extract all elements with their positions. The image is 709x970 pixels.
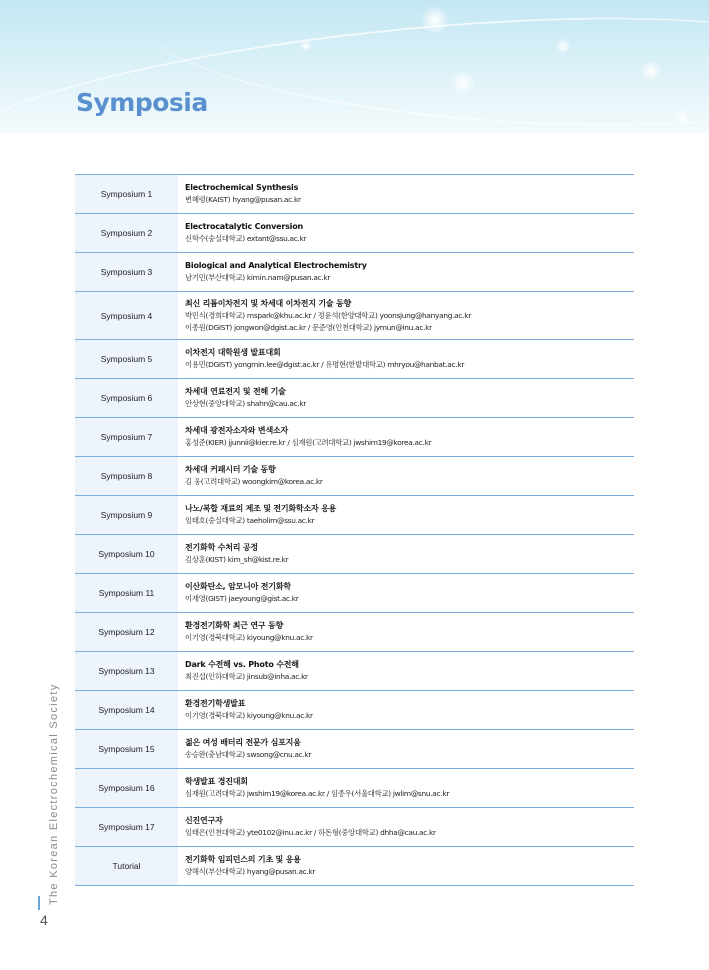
- organizer-contact: 이용민(DGIST) yongmin.lee@dgist.ac.kr / 유명현(한밭대학교) mhryou@hanbat.ac.kr: [185, 360, 465, 369]
- symposium-label: Symposium 13: [75, 652, 178, 691]
- society-name: The Korean Electrochemical Society: [48, 683, 60, 905]
- organizer-contact: 송승완(충남대학교) swsong@cnu.ac.kr: [185, 750, 312, 759]
- symposium-label: Symposium 9: [75, 496, 178, 535]
- symposium-title: Dark 수전해 vs. Photo 수전해: [185, 660, 299, 669]
- table-row: [75, 613, 634, 652]
- table-row: [75, 535, 634, 574]
- symposium-info: [178, 457, 634, 496]
- organizer-contact: 김상훈(KIST) kim_sh@kist.re.kr: [185, 555, 289, 564]
- symposium-title: 신진연구자: [185, 816, 223, 825]
- symposium-info: [178, 379, 634, 418]
- symposium-info: [178, 292, 634, 340]
- symposium-label: Symposium 10: [75, 535, 178, 574]
- table-row: [75, 769, 634, 808]
- symposium-title: 전기화학 임피던스의 기초 및 응용: [185, 855, 301, 864]
- symposium-label: Symposium 12: [75, 613, 178, 652]
- symposium-label: Symposium 17: [75, 808, 178, 847]
- symposium-info: [178, 808, 634, 847]
- symposium-info: [178, 214, 634, 253]
- symposium-label: Symposium 5: [75, 340, 178, 379]
- banner-sparkle: [640, 60, 662, 82]
- banner-sparkle: [420, 5, 450, 35]
- table-row: [75, 253, 634, 292]
- organizer-contact: 이기영(경북대학교) kiyoung@knu.ac.kr: [185, 711, 313, 720]
- symposium-label: Symposium 2: [75, 214, 178, 253]
- table-row: [75, 379, 634, 418]
- organizer-contact: 이재영(GIST) jaeyoung@gist.ac.kr: [185, 594, 299, 603]
- organizer-contact: 이종원(DGIST) jongwon@dgist.ac.kr / 문준영(인천대학교) jymun@inu.ac.kr: [185, 322, 432, 332]
- symposium-title: 이산화탄소, 암모니아 전기화학: [185, 582, 291, 591]
- banner-sparkle: [450, 70, 476, 96]
- symposium-info: [178, 496, 634, 535]
- symposium-info: [178, 253, 634, 292]
- banner-sparkle: [555, 38, 571, 54]
- organizer-contact: 홍성준(KIER) jjunnii@kier.re.kr / 심재원(고려대학교) jwshim19@korea.ac.kr: [185, 438, 432, 447]
- symposium-info: [178, 730, 634, 769]
- table-row: [75, 574, 634, 613]
- symposium-info: [178, 613, 634, 652]
- symposium-title: 환경전기화학 최근 연구 동향: [185, 621, 284, 630]
- table-row: [75, 652, 634, 691]
- symposium-label: Symposium 3: [75, 253, 178, 292]
- table-row: [75, 496, 634, 535]
- symposium-title: 차세대 커패시터 기술 동향: [185, 465, 276, 474]
- symposium-title: Electrocatalytic Conversion: [185, 222, 303, 231]
- organizer-contact: 김 웅(고려대학교) woongkim@korea.ac.kr: [185, 477, 323, 486]
- symposium-info: [178, 340, 634, 379]
- symposium-label: Symposium 7: [75, 418, 178, 457]
- table-row: [75, 340, 634, 379]
- symposium-title: 전기화학 수처리 공정: [185, 543, 258, 552]
- organizer-contact: 임태호(숭실대학교) taeholim@ssu.ac.kr: [185, 516, 315, 525]
- symposium-title: 학생발표 경진대회: [185, 777, 248, 786]
- page-number: 4: [40, 912, 48, 928]
- organizer-contact: 양해식(부산대학교) hyang@pusan.ac.kr: [185, 867, 316, 876]
- table-row: [75, 292, 634, 340]
- symposium-info: [178, 769, 634, 808]
- page-title: Symposia: [76, 88, 208, 117]
- table-row: [75, 457, 634, 496]
- symposium-label: Symposium 4: [75, 292, 178, 340]
- symposium-title: Biological and Analytical Electrochemistry: [185, 261, 367, 270]
- table-row: [75, 847, 634, 886]
- symposium-info: [178, 847, 634, 886]
- organizer-contact: 남기민(부산대학교) kimin.nam@pusan.ac.kr: [185, 273, 331, 282]
- banner-sparkle: [300, 40, 312, 52]
- organizer-contact: 박민식(경희대학교) mspark@khu.ac.kr / 정윤석(한양대학교) yoonsjung@hanyang.ac.kr: [185, 310, 471, 320]
- symposium-title: 나노/복합 재료의 제조 및 전기화학소자 응용: [185, 504, 337, 513]
- symposium-label: Symposium 8: [75, 457, 178, 496]
- table-row: [75, 730, 634, 769]
- sidebar-accent-line: [38, 896, 40, 910]
- organizer-contact: 임태은(인천대학교) yte0102@inu.ac.kr / 하돈형(중앙대학교) dhha@cau.ac.kr: [185, 828, 436, 837]
- symposium-label: Symposium 11: [75, 574, 178, 613]
- symposium-label: Symposium 15: [75, 730, 178, 769]
- organizer-contact: 변혜령(KAIST) hyang@pusan.ac.kr: [185, 195, 301, 204]
- symposium-label: Symposium 16: [75, 769, 178, 808]
- banner-sparkle: [675, 110, 689, 124]
- table-row: [75, 175, 634, 214]
- table-row: [75, 214, 634, 253]
- organizer-contact: 신학수(숭실대학교) extant@ssu.ac.kr: [185, 234, 307, 243]
- organizer-contact: 최진섭(인하대학교) jinsub@inha.ac.kr: [185, 672, 308, 681]
- symposium-title: 차세대 광전자소자와 변색소자: [185, 426, 289, 435]
- symposium-label: Symposium 1: [75, 175, 178, 214]
- symposium-info: [178, 652, 634, 691]
- symposium-label: Symposium 6: [75, 379, 178, 418]
- symposium-label: Tutorial: [75, 847, 178, 886]
- organizer-contact: 심재원(고려대학교) jwshim19@korea.ac.kr / 임종우(서울대학교) jwlim@snu.ac.kr: [185, 789, 450, 798]
- table-row: [75, 418, 634, 457]
- symposium-info: [178, 418, 634, 457]
- organizer-contact: 이기영(경북대학교) kiyoung@knu.ac.kr: [185, 633, 313, 642]
- symposium-info: [178, 175, 634, 214]
- symposium-info: [178, 574, 634, 613]
- organizer-contact: 안상현(중앙대학교) shahn@cau.ac.kr: [185, 399, 307, 408]
- symposium-title: 최신 리튬이차전지 및 차세대 이차전지 기술 동향: [185, 298, 352, 308]
- symposium-title: 젊은 여성 배터리 전문가 심포지움: [185, 738, 301, 747]
- symposium-label: Symposium 14: [75, 691, 178, 730]
- symposium-title: Electrochemical Synthesis: [185, 183, 299, 192]
- symposium-title: 환경전기학생발표: [185, 699, 246, 708]
- symposium-table: [75, 174, 634, 886]
- symposium-info: [178, 691, 634, 730]
- symposium-info: [178, 535, 634, 574]
- table-row: [75, 808, 634, 847]
- table-row: [75, 691, 634, 730]
- symposium-title: 차세대 연료전지 및 전해 기술: [185, 387, 286, 396]
- symposium-title: 이차전지 대학원생 발표대회: [185, 348, 281, 357]
